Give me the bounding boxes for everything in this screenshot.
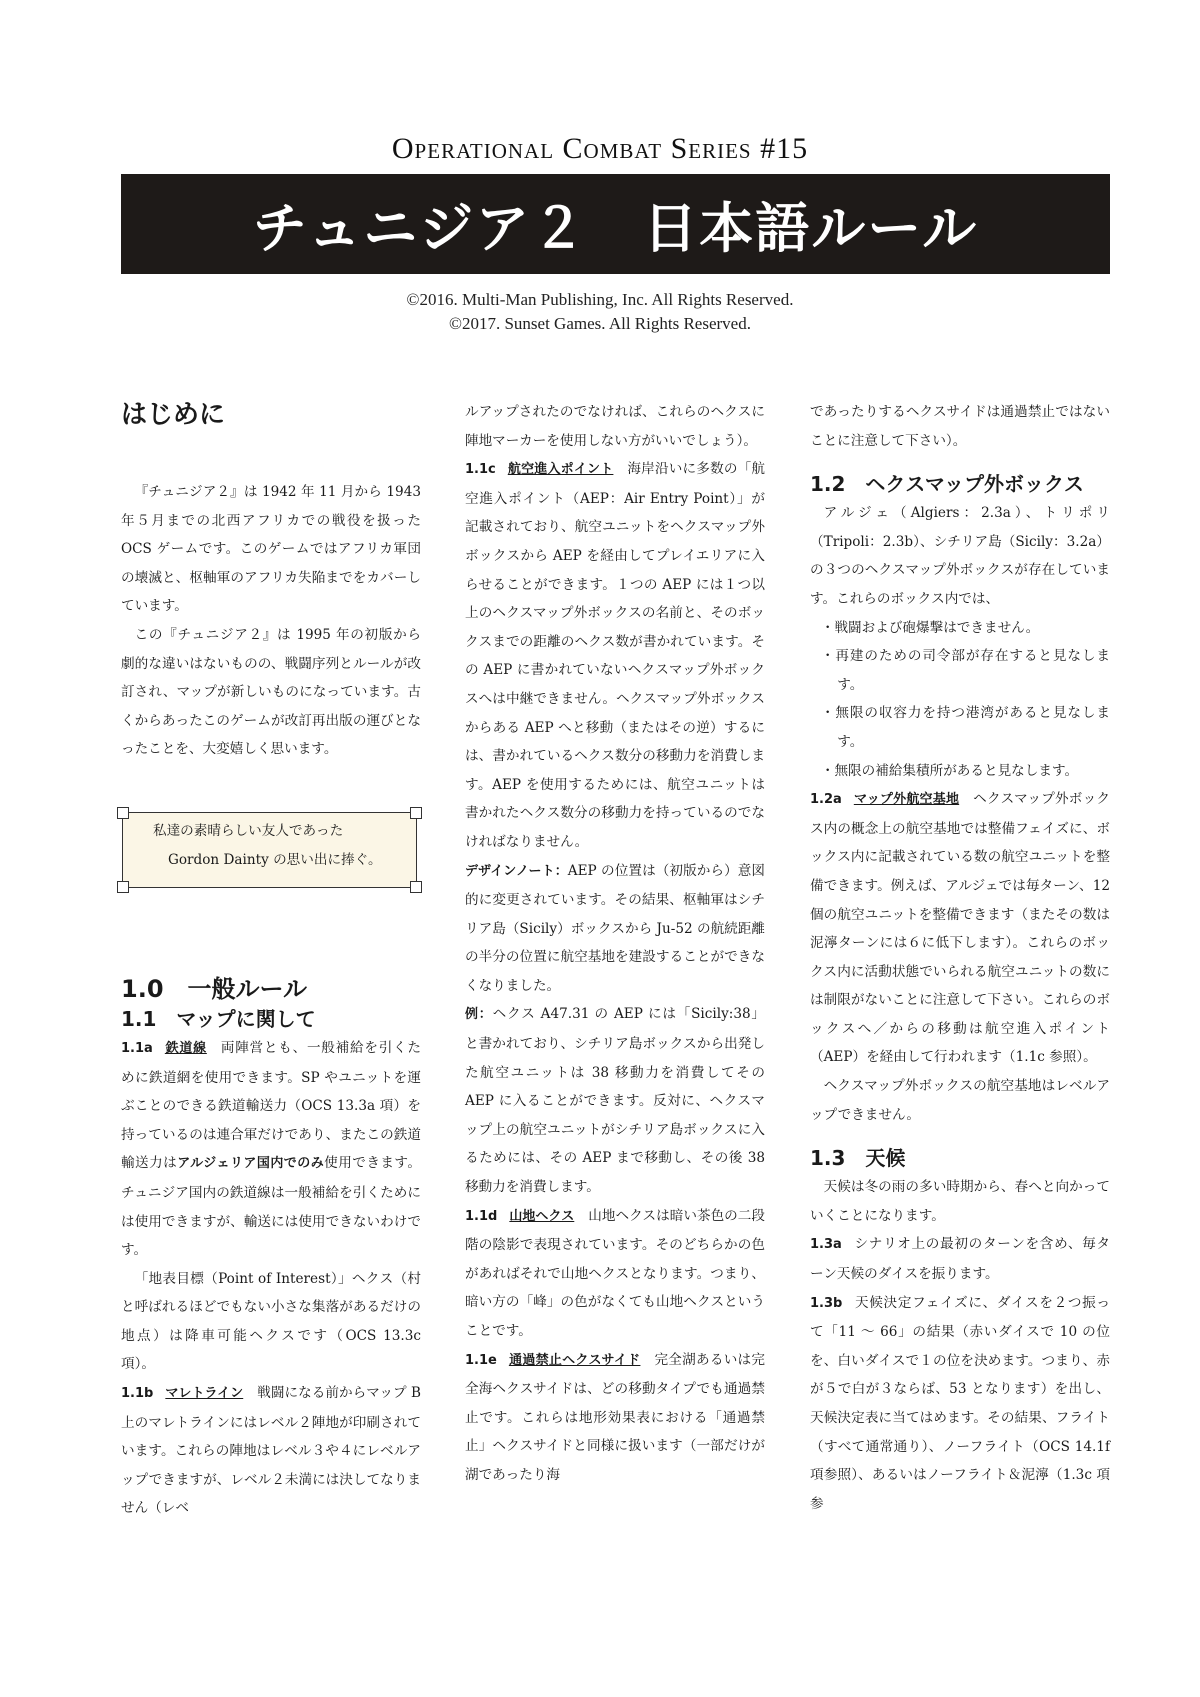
section-heading: 1.3 天候 xyxy=(810,1146,906,1171)
rule-title: 鉄道線 xyxy=(164,1040,207,1056)
bullet-item: ・無限の収容力を持つ港湾があると見なします。 xyxy=(820,705,1110,750)
ornament-corner xyxy=(410,881,422,893)
rule-number: 1.1a xyxy=(121,1040,153,1056)
column-2 xyxy=(465,398,765,1490)
page-title: チュニジア２ 日本語ルール xyxy=(121,174,1110,274)
rule-paragraph xyxy=(465,1202,765,1346)
paragraph: ヘクスマップ外ボックスの航空基地はレベルアップできません。 xyxy=(810,1078,1110,1123)
ornament-corner xyxy=(117,881,129,893)
rule-number: 1.3a xyxy=(810,1237,842,1253)
rule-paragraph xyxy=(465,455,765,856)
ornament-corner xyxy=(410,807,422,819)
rule-text: AEP の位置は（初版から）意図的に変更されています。その結果、枢軸軍はシチリア島（Sicily）ボックスから Ju-52 の航続距離の半分の位置に航空基地を建設することができなくなりました。 xyxy=(465,862,765,994)
section-heading: 1.1 マップに関して xyxy=(121,1006,316,1031)
rule-number: 1.1b xyxy=(121,1386,154,1402)
column-3 xyxy=(810,398,1110,1518)
rule-title: 山地ヘクス xyxy=(509,1208,575,1224)
rule-paragraph xyxy=(121,1034,421,1265)
rule-text: ヘクスマップ外ボックス内の概念上の航空基地では整備フェイズに、ボックス内に記載されている数の航空ユニットを整備できます。例えば、アルジェでは毎ターン、12 個の航空ユニットを整備できます（またその数は泥濘ターンには６に低下します）。これらのボックス内に活動状態でいられる航空ユニットの数には制限がないことに注意して下さい。これらのボックスへ／からの移動は航空進入ポイント（AEP）を経由して行われます（1.1c 参照）。 xyxy=(810,791,1110,1066)
example xyxy=(465,1000,765,1201)
paragraph: ルアップされたのでなければ、これらのヘクスに陣地マーカーを使用しない方がいいでしょう）。 xyxy=(465,404,765,449)
rule-text: シナリオ上の最初のターンを含め、毎ターン天候のダイスを振ります。 xyxy=(810,1236,1110,1283)
section-heading: 1.0 一般ルール xyxy=(121,974,308,1003)
paragraph: この『チュニジア２』は 1995 年の初版から劇的な違いはないものの、戦闘序列とルールが改訂され、マップが新しいものになっています。古くからあったこのゲームが改訂再出版の運びとなったことを、大変嬉しく思います。 xyxy=(121,626,421,758)
copyright-line: ©2017. Sunset Games. All Rights Reserved. xyxy=(449,314,751,333)
rule-number: 1.3b xyxy=(810,1295,843,1311)
section-heading: 1.2 ヘクスマップ外ボックス xyxy=(810,472,1084,497)
dedication-line: Gordon Dainty の思い出に捧ぐ。 xyxy=(168,852,382,868)
rule-number: 1.1d xyxy=(465,1208,498,1224)
rule-text: 海岸沿いに多数の「航空進入ポイント（AEP：Air Entry Point）」が記載されており、航空ユニットをヘクスマップ外ボックスから AEP を経由してプレイエリアに入らせることができます。１つの AEP には１つ以上のヘクスマップ外ボックスの名前と、そのボックスまでの距離のヘクス数が書かれています。その AEP に書かれていないヘクスマップ外ボックスへは中継できません。ヘクスマップ外ボックスからある AEP へと移動（またはその逆）するには、書かれているヘクス数分の移動力を消費します。AEP を使用するためには、航空ユニットは書かれたヘクス数分の移動力を持っているのでなければなりません。 xyxy=(465,461,765,850)
paragraph: 天候は冬の雨の多い時期から、春へと向かっていくことになります。 xyxy=(810,1179,1110,1224)
paragraph: 「地表目標（Point of Interest）」ヘクス（村と呼ばれるほどでもない小さな集落があるだけの地点）は降車可能ヘクスです（OCS 13.3c 項）。 xyxy=(121,1270,421,1373)
example-label: 例： xyxy=(465,1007,493,1023)
rule-number: 1.1e xyxy=(465,1352,497,1368)
rule-paragraph xyxy=(810,1289,1110,1519)
rule-number: 1.2a xyxy=(810,792,842,808)
rule-paragraph xyxy=(465,1346,765,1490)
rule-text: 戦闘になる前からマップ B 上のマレトラインにはレベル２陣地が印刷されています。これらの陣地はレベル３や４にレベルアップできますが、レベル２未満には決してなりません（レベ xyxy=(121,1385,421,1517)
rule-title: 通過禁止ヘクスサイド xyxy=(508,1352,641,1368)
bullet-item: ・再建のための司令部が存在すると見なします。 xyxy=(820,648,1110,693)
intro-heading: はじめに xyxy=(121,400,226,430)
copyright-block xyxy=(0,288,1200,336)
ornament-corner xyxy=(117,807,129,819)
design-note-label: デザインノート： xyxy=(465,863,568,879)
rule-title: マレトライン xyxy=(165,1386,244,1402)
rule-title: 航空進入ポイント xyxy=(507,462,614,478)
series-title: Operational Combat Series #15 xyxy=(391,132,809,165)
dedication-line: 私達の素晴らしい友人であった xyxy=(153,823,344,839)
rule-emphasis: アルジェリア国内でのみ xyxy=(177,1156,325,1172)
bullet-item: ・戦闘および砲爆撃はできません。 xyxy=(820,619,1040,636)
copyright-line: ©2016. Multi-Man Publishing, Inc. All Rights Reserved. xyxy=(406,290,794,309)
rule-paragraph xyxy=(810,1230,1110,1288)
rule-paragraph xyxy=(810,785,1110,1072)
rule-text: ヘクス A47.31 の AEP には「Sicily:38」と書かれており、シチリア島ボックスから出発した航空ユニットは 38 移動力を消費してその AEP に入ることができます。反対に、ヘクスマップ上の航空ユニットがシチリア島ボックスに入るためには、その AEP まで移動し、その後 38 移動力を消費します。 xyxy=(465,1006,765,1196)
rule-text: 天候決定フェイズに、ダイスを２つ振って「11 〜 66」の結果（赤いダイスで 10 の位を、白いダイスで１の位を決めます。つまり、赤が５で白が３ならば、53 となります）を出し、天候決定表に当てはめます。その結果、フライト（すべて通常通り）、ノーフライト（OCS 14.1f 項参照）、あるいはノーフライト＆泥濘（1.3c 項参 xyxy=(810,1294,1110,1512)
design-note xyxy=(465,857,765,1001)
rule-text: 山地ヘクスは暗い茶色の二段階の陰影で表現されています。そのどちらかの色があればそれで山地ヘクスとなります。つまり、暗い方の「峰」の色がなくても山地ヘクスということです。 xyxy=(465,1207,765,1339)
bullet-item: ・無限の補給集積所があると見なします。 xyxy=(820,762,1079,779)
rule-title: マップ外航空基地 xyxy=(853,792,960,808)
rule-text: 両陣営とも、一般補給を引くために鉄道網を使用できます。SP やユニットを運ぶことのできる鉄道輸送力（OCS 13.3a 項）を持っているのは連合軍だけであり、またこの鉄道輸送力は xyxy=(121,1039,421,1172)
paragraph: であったりするヘクスサイドは通過禁止ではないことに注意して下さい）。 xyxy=(810,404,1110,449)
rule-text: 完全湖あるいは完全海ヘクスサイドは、どの移動タイプでも通過禁止です。これらは地形効果表における「通過禁止」ヘクスサイドと同様に扱います（一部だけが湖であったり海 xyxy=(465,1351,766,1483)
rule-text: 使用できます。チュニジア国内の鉄道線は一般補給を引くためには使用できますが、輸送には使用できないわけです。 xyxy=(121,1155,421,1259)
paragraph: アルジェ（Algiers：2.3a）、トリポリ（Tripoli：2.3b）、シチリア島（Sicily：3.2a）の３つのヘクスマップ外ボックスが存在しています。これらのボックス内では、 xyxy=(810,505,1110,607)
rule-number: 1.1c xyxy=(465,462,496,478)
paragraph: 『チュニジア２』は 1942 年 11 月から 1943 年５月までの北西アフリカでの戦役を扱った OCS ゲームです。このゲームではアフリカ軍団の壊滅と、枢軸軍のアフリカ失陥までをカバーしています。 xyxy=(121,484,421,615)
dedication-box xyxy=(122,812,417,888)
column-1 xyxy=(121,398,421,1523)
rule-paragraph xyxy=(121,1379,421,1523)
